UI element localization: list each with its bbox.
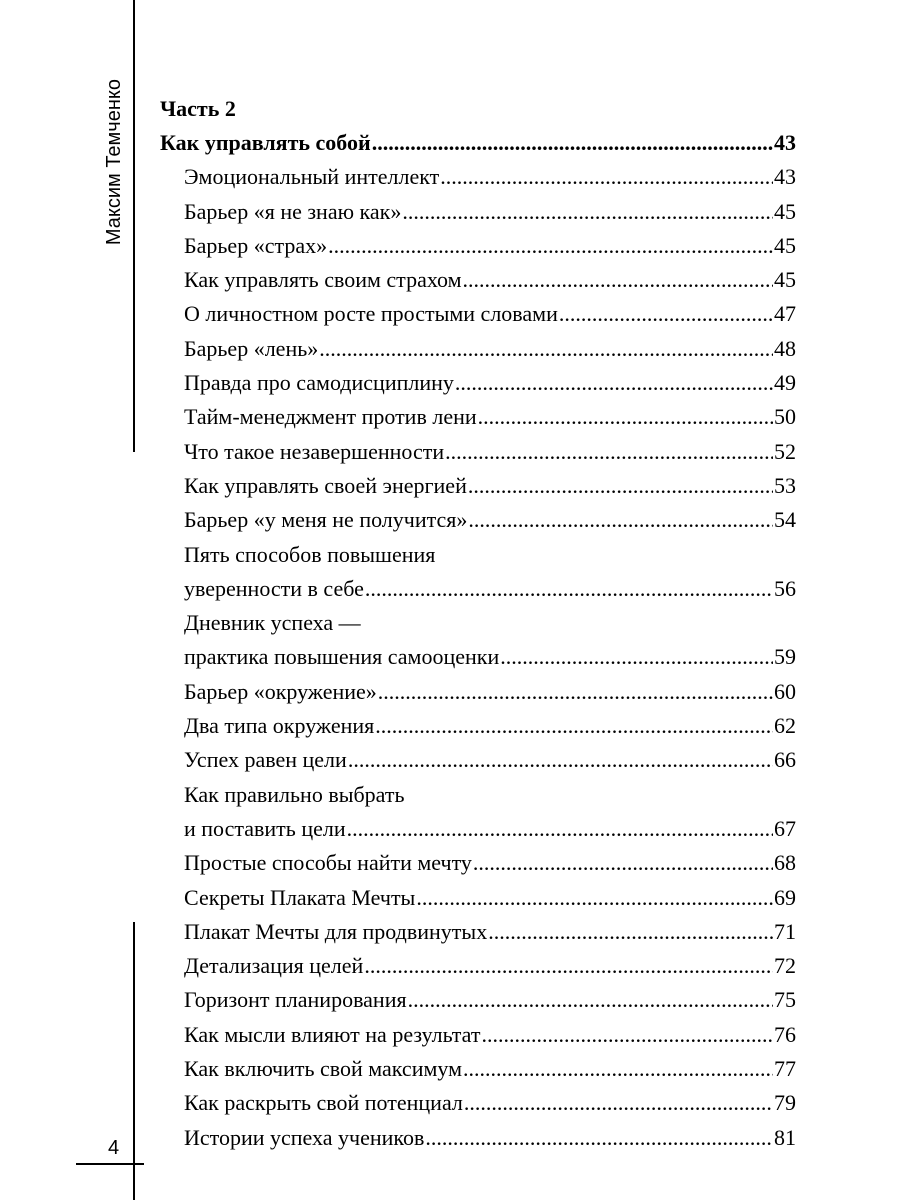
toc-entry[interactable] bbox=[160, 297, 796, 331]
dot-leader bbox=[347, 812, 773, 846]
dot-leader bbox=[328, 229, 773, 263]
toc-entry-title: Простые способы найти мечту bbox=[184, 850, 472, 876]
toc-entry-page: 62 bbox=[774, 713, 796, 739]
toc-entry-page: 56 bbox=[774, 575, 796, 601]
toc-entry[interactable] bbox=[160, 503, 796, 537]
dot-leader bbox=[468, 469, 773, 503]
toc-entry-title: Барьер «окружение» bbox=[184, 678, 377, 704]
toc-entry-page: 53 bbox=[774, 472, 796, 498]
toc-entry-title: Горизонт планирования bbox=[184, 987, 407, 1013]
dot-leader bbox=[365, 572, 773, 606]
toc-entry-title: Секреты Плаката Мечты bbox=[184, 884, 416, 910]
toc-entry-title: Как управлять своей энергией bbox=[184, 472, 467, 498]
toc-entry[interactable] bbox=[160, 366, 796, 400]
toc-entry[interactable] bbox=[160, 709, 796, 743]
toc-entry[interactable] bbox=[160, 1018, 796, 1052]
toc-entry[interactable] bbox=[160, 469, 796, 503]
toc-entry[interactable] bbox=[160, 195, 796, 229]
toc-entry[interactable] bbox=[160, 949, 796, 983]
margin-rule-bottom bbox=[133, 922, 135, 1200]
dot-leader bbox=[559, 297, 773, 331]
toc-entry[interactable] bbox=[160, 675, 796, 709]
toc-entry-page: 47 bbox=[774, 301, 796, 327]
toc-entry[interactable] bbox=[160, 572, 796, 606]
toc-entry-title: Барьер «у меня не получится» bbox=[184, 507, 468, 533]
toc-entry-title: и поставить цели bbox=[184, 815, 346, 841]
toc-entry-page: 59 bbox=[774, 644, 796, 670]
dot-leader bbox=[319, 332, 773, 366]
chapter-entry[interactable] bbox=[160, 126, 796, 160]
dot-leader bbox=[440, 160, 773, 194]
toc-entry-title: Успех равен цели bbox=[184, 747, 347, 773]
dot-leader bbox=[416, 881, 773, 915]
toc-entry-title: Истории успеха учеников bbox=[184, 1124, 425, 1150]
toc-entry-page: 43 bbox=[774, 164, 796, 190]
toc-entry-page: 76 bbox=[774, 1021, 796, 1047]
toc-entry[interactable] bbox=[160, 915, 796, 949]
toc-entry-title: Как управлять своим страхом bbox=[184, 267, 462, 293]
dot-leader bbox=[455, 366, 773, 400]
toc-entry-page: 79 bbox=[774, 1090, 796, 1116]
toc-entry-page: 71 bbox=[774, 918, 796, 944]
toc-entry[interactable] bbox=[160, 332, 796, 366]
toc-entry[interactable] bbox=[160, 229, 796, 263]
toc-entry-title: Как включить свой максимум bbox=[184, 1056, 463, 1082]
dot-leader bbox=[445, 435, 773, 469]
toc-entry-title: Эмоциональный интеллект bbox=[184, 164, 440, 190]
dot-leader bbox=[402, 195, 773, 229]
toc-entry-page: 50 bbox=[774, 404, 796, 430]
toc-entry-title-line: Как правильно выбрать bbox=[184, 781, 405, 807]
toc-entry-page: 52 bbox=[774, 438, 796, 464]
table-of-contents bbox=[160, 92, 796, 1155]
dot-leader bbox=[348, 743, 773, 777]
toc-entry-page: 49 bbox=[774, 370, 796, 396]
dot-leader bbox=[425, 1121, 773, 1155]
toc-entry-title: уверенности в себе bbox=[184, 575, 364, 601]
toc-entry-page: 45 bbox=[774, 232, 796, 258]
toc-entry[interactable] bbox=[160, 160, 796, 194]
toc-entry-title: Тайм-менеджмент против лени bbox=[184, 404, 477, 430]
toc-entry[interactable] bbox=[160, 881, 796, 915]
toc-entry-title: О личностном росте простыми словами bbox=[184, 301, 558, 327]
toc-entry-page: 69 bbox=[774, 884, 796, 910]
toc-entry-page: 60 bbox=[774, 678, 796, 704]
toc-entry-title-line: Пять способов повышения bbox=[184, 541, 436, 567]
dot-leader bbox=[463, 263, 774, 297]
toc-entry-title: практика повышения самооценки bbox=[184, 644, 500, 670]
running-head bbox=[94, 78, 134, 246]
toc-entry-page: 66 bbox=[774, 747, 796, 773]
author-name: Максим Темченко bbox=[102, 78, 125, 246]
toc-entry-title: Как раскрыть свой потенциал bbox=[184, 1090, 463, 1116]
dot-leader bbox=[375, 709, 773, 743]
toc-entries bbox=[160, 160, 796, 1155]
chapter-title: Как управлять собой bbox=[160, 130, 371, 155]
dot-leader bbox=[378, 675, 773, 709]
toc-entry-title: Барьер «я не знаю как» bbox=[184, 198, 402, 224]
toc-entry-title-line: Дневник успеха — bbox=[184, 610, 361, 636]
part-title: Часть 2 bbox=[160, 96, 236, 121]
toc-entry-page: 45 bbox=[774, 267, 796, 293]
dot-leader bbox=[478, 400, 773, 434]
toc-entry-page: 77 bbox=[774, 1056, 796, 1082]
page-number-rule bbox=[76, 1163, 144, 1165]
toc-entry-page: 81 bbox=[774, 1124, 796, 1150]
toc-entry[interactable] bbox=[160, 263, 796, 297]
toc-entry[interactable] bbox=[160, 1121, 796, 1155]
dot-leader bbox=[473, 846, 773, 880]
toc-entry[interactable] bbox=[160, 743, 796, 777]
toc-entry-title: Барьер «страх» bbox=[184, 232, 328, 258]
dot-leader bbox=[364, 949, 773, 983]
toc-entry[interactable] bbox=[160, 1052, 796, 1086]
toc-entry-page: 67 bbox=[774, 815, 796, 841]
toc-entry[interactable] bbox=[160, 435, 796, 469]
page-number: 4 bbox=[108, 1137, 120, 1159]
toc-entry[interactable] bbox=[160, 640, 796, 674]
toc-entry-title: Как мысли влияют на результат bbox=[184, 1021, 481, 1047]
toc-entry-page: 68 bbox=[774, 850, 796, 876]
toc-entry-page: 72 bbox=[774, 953, 796, 979]
dot-leader bbox=[408, 983, 773, 1017]
dot-leader bbox=[488, 915, 773, 949]
toc-entry-page: 54 bbox=[774, 507, 796, 533]
toc-entry-page: 48 bbox=[774, 335, 796, 361]
toc-entry-title: Детализация целей bbox=[184, 953, 364, 979]
toc-entry-page: 75 bbox=[774, 987, 796, 1013]
toc-entry[interactable] bbox=[160, 400, 796, 434]
toc-entry-title: Плакат Мечты для продвинутых bbox=[184, 918, 488, 944]
toc-entry-page: 45 bbox=[774, 198, 796, 224]
dot-leader bbox=[500, 640, 773, 674]
toc-entry[interactable] bbox=[160, 983, 796, 1017]
toc-entry-title: Что такое незавершенности bbox=[184, 438, 445, 464]
dot-leader bbox=[464, 1086, 773, 1120]
toc-entry-title: Правда про самодисциплину bbox=[184, 370, 454, 396]
dot-leader bbox=[372, 126, 773, 160]
toc-entry[interactable] bbox=[160, 812, 796, 846]
dot-leader bbox=[463, 1052, 773, 1086]
toc-entry[interactable] bbox=[160, 1086, 796, 1120]
dot-leader bbox=[481, 1018, 773, 1052]
toc-entry-title: Два типа окружения bbox=[184, 713, 375, 739]
chapter-page: 43 bbox=[774, 130, 796, 155]
toc-entry[interactable] bbox=[160, 846, 796, 880]
dot-leader bbox=[468, 503, 773, 537]
toc-entry-title: Барьер «лень» bbox=[184, 335, 319, 361]
